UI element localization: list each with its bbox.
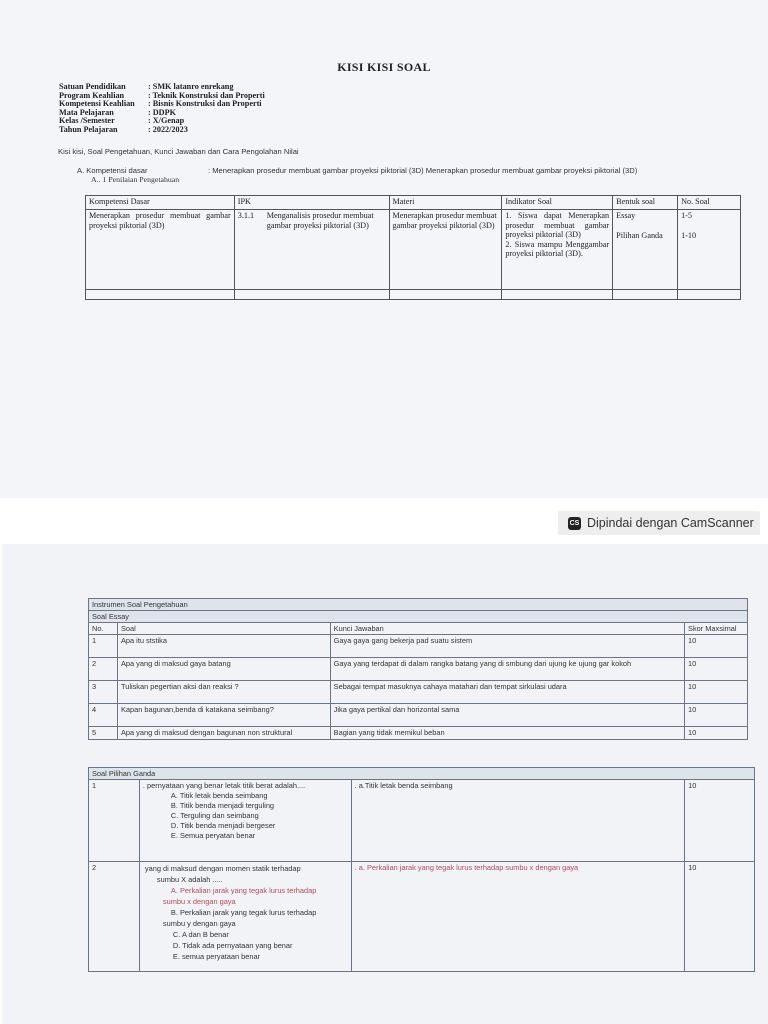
- row-soal: Apa yang di maksud gaya batang: [117, 658, 330, 681]
- header-no: No.: [89, 623, 118, 635]
- row-soal: Apa yang di maksud dengan bagunan non struktural: [117, 727, 330, 740]
- row-kunci: Jika gaya pertikal dan horizontal sama: [330, 704, 684, 727]
- empty-cell: [389, 290, 502, 300]
- document-title: KISI KISI SOAL: [337, 60, 431, 74]
- info-label: Tahun Pelajaran: [59, 124, 118, 134]
- info-row: [59, 126, 265, 135]
- indikator-cell: [502, 210, 613, 290]
- row-no: 2: [89, 658, 118, 681]
- ipk-number: 3.1.1: [237, 211, 255, 220]
- header-skor: Skor Maxsimal: [685, 623, 748, 635]
- document-note: Kisi kisi, Soal Pengetahuan, Kunci Jawaban dan Cara Pengolahan Nilai: [58, 147, 299, 156]
- row-skor: 10: [685, 862, 755, 972]
- header-materi: Materi: [389, 196, 502, 210]
- row-no: 1: [89, 780, 140, 862]
- row-skor: 10: [685, 727, 748, 740]
- essay-table: [88, 598, 748, 740]
- row-kunci: Gaya yang terdapat di dalam rangka batang yang di smbung dari ujung ke ujung gar kokoh: [330, 658, 684, 681]
- no-soal-essay: 1-5: [681, 211, 692, 220]
- table-row: [89, 635, 748, 658]
- kisi-kisi-table: [85, 195, 741, 300]
- row-skor: 10: [685, 780, 755, 862]
- section-title: Instrumen Soal Pengetahuan: [89, 599, 748, 611]
- no-soal-pg: 1-10: [681, 230, 697, 240]
- header-ipk: IPK: [234, 196, 389, 210]
- empty-cell: [502, 290, 613, 300]
- header-indikator: Indikator Soal: [502, 196, 613, 210]
- row-soal: Kapan bagunan,benda di katakana seimbang?: [117, 704, 330, 727]
- option-a: A. Perkalian jarak yang tegak lurus terhadap: [170, 886, 317, 895]
- option-b: B. Perkalian jarak yang tegak lurus terhadap: [170, 908, 317, 917]
- row-kunci: Gaya gaya gang bekerja pad suatu sistem: [330, 635, 684, 658]
- empty-cell: [86, 290, 235, 300]
- question-text: yang di maksud dengan momen statik terhadap: [144, 864, 301, 873]
- table-row: [89, 862, 755, 972]
- table-row: [86, 210, 741, 290]
- question-text: . pernyataan yang benar letak titik berat adalah....: [142, 781, 306, 790]
- table-row: [89, 727, 748, 740]
- row-kunci: Sebagai tempat masuknya cahaya matahari dan tempat sirkulasi udara: [330, 681, 684, 704]
- camscanner-watermark: [558, 511, 760, 535]
- empty-cell: [234, 290, 389, 300]
- header-no-soal: No. Soal: [678, 196, 741, 210]
- option-a-cont: sumbu x dengan gaya: [162, 897, 236, 906]
- row-soal: Apa itu ststika: [117, 635, 330, 658]
- kompetensi-label: A. Kompetensi dasar: [77, 166, 148, 175]
- info-value: : X/Genap: [148, 116, 185, 126]
- info-label: Satuan Pendidikan: [59, 82, 126, 91]
- row-question: [139, 780, 351, 862]
- row-no: 2: [89, 862, 140, 972]
- option-d: D. Tidak ada pernyataan yang benar: [172, 941, 293, 950]
- indikator-2: 2. Siswa mampu Menggambar proyeksi piktorial (3D).: [505, 239, 610, 259]
- row-skor: 10: [685, 704, 748, 727]
- school-info: [59, 83, 265, 135]
- row-no: 4: [89, 704, 118, 727]
- info-label: Mata Pelajaran: [59, 107, 114, 117]
- empty-cell: [613, 290, 678, 300]
- option-e: E. Semua peryatan benar: [170, 831, 256, 840]
- camscanner-text: Dipindai dengan CamScanner: [587, 516, 754, 530]
- info-label: Kompetensi Keahlian: [59, 99, 135, 109]
- no-soal-cell: [678, 210, 741, 290]
- essay-header-row: [89, 623, 748, 635]
- table-row: [89, 681, 748, 704]
- table-header-row: [86, 196, 741, 210]
- subsection-row: [89, 611, 748, 623]
- header-kompetensi: Kompetensi Dasar: [86, 196, 235, 210]
- row-answer: . a. Perkalian jarak yang tegak lurus terhadap sumbu x dengan gaya: [351, 862, 684, 972]
- option-c: C. A dan B benar: [172, 930, 229, 939]
- kompetensi-line: [77, 166, 687, 175]
- kompetensi-dasar: [77, 166, 687, 184]
- header-soal: Soal: [117, 623, 330, 635]
- row-question: [139, 862, 351, 972]
- bentuk-essay: Essay: [616, 211, 636, 220]
- row-skor: 10: [685, 658, 748, 681]
- bentuk-pg: Pilihan Ganda: [616, 230, 663, 240]
- option-b: B. Titik benda menjadi terguling: [170, 801, 275, 810]
- row-answer: . a.Titik letak benda seimbang: [351, 780, 684, 862]
- option-b-cont: sumbu y dengan gaya: [162, 919, 236, 928]
- subsection-title: Soal Essay: [89, 611, 748, 623]
- penilaian-subheading: A.. 1 Penilaian Pengetahuan: [91, 175, 180, 184]
- info-value: : Teknik Konstruksi dan Properti: [148, 90, 265, 100]
- bentuk-cell: [613, 210, 678, 290]
- header-bentuk: Bentuk soal: [613, 196, 678, 210]
- row-kunci: Bagian yang tidak memikul beban: [330, 727, 684, 740]
- table-row: [89, 780, 755, 862]
- section-row: [89, 599, 748, 611]
- row-soal: Tuliskan pegertian aksi dan reaksi ?: [117, 681, 330, 704]
- section-row: [89, 768, 755, 780]
- table-row: [89, 658, 748, 681]
- info-value: : DDPK: [148, 107, 176, 117]
- option-c: C. Terguling dan seimbang: [170, 811, 259, 820]
- indikator-1: 1. Siswa dapat Menerapkan prosedur membuat gambar proyeksi piktorial (3D): [505, 211, 610, 240]
- option-a: A. Titik letak benda seimbang: [170, 791, 268, 800]
- info-value: : Bisnis Konstruksi dan Properti: [148, 99, 262, 109]
- table-empty-row: [86, 290, 741, 300]
- option-e: E. semua peryataan benar: [172, 952, 261, 961]
- camscanner-icon: CS: [568, 517, 581, 530]
- section-title: Soal Pilihan Ganda: [89, 768, 755, 780]
- info-value: : 2022/2023: [148, 124, 188, 134]
- info-label: Program Keahlian: [59, 90, 125, 100]
- materi-cell: Menerapkan prosedur membuat gambar proyeksi piktorial (3D): [389, 210, 502, 290]
- ipk-text: Menganalisis prosedur membuat gambar proyeksi piktorial (3D): [266, 211, 374, 230]
- kompetensi-value: : Menerapkan prosedur membuat gambar proyeksi piktorial (3D) Menerapkan prosedur membuat gambar proyeksi piktorial (3D): [208, 166, 638, 175]
- pilihan-ganda-table: [88, 767, 755, 972]
- row-skor: 10: [685, 635, 748, 658]
- row-no: 1: [89, 635, 118, 658]
- info-value: : SMK latanro enrekang: [148, 82, 234, 91]
- ipk-cell: [234, 210, 389, 290]
- table-row: [89, 704, 748, 727]
- kd-cell: Menerapkan prosedur membuat gambar proyeksi piktorial (3D): [86, 210, 235, 290]
- option-d: D. Titik benda menjadi bergeser: [170, 821, 276, 830]
- row-no: 3: [89, 681, 118, 704]
- row-skor: 10: [685, 681, 748, 704]
- info-label: Kelas /Semester: [59, 116, 115, 126]
- question-text-2: sumbu X adalah .....: [156, 875, 223, 884]
- empty-cell: [678, 290, 741, 300]
- row-no: 5: [89, 727, 118, 740]
- header-kunci: Kunci Jawaban: [330, 623, 684, 635]
